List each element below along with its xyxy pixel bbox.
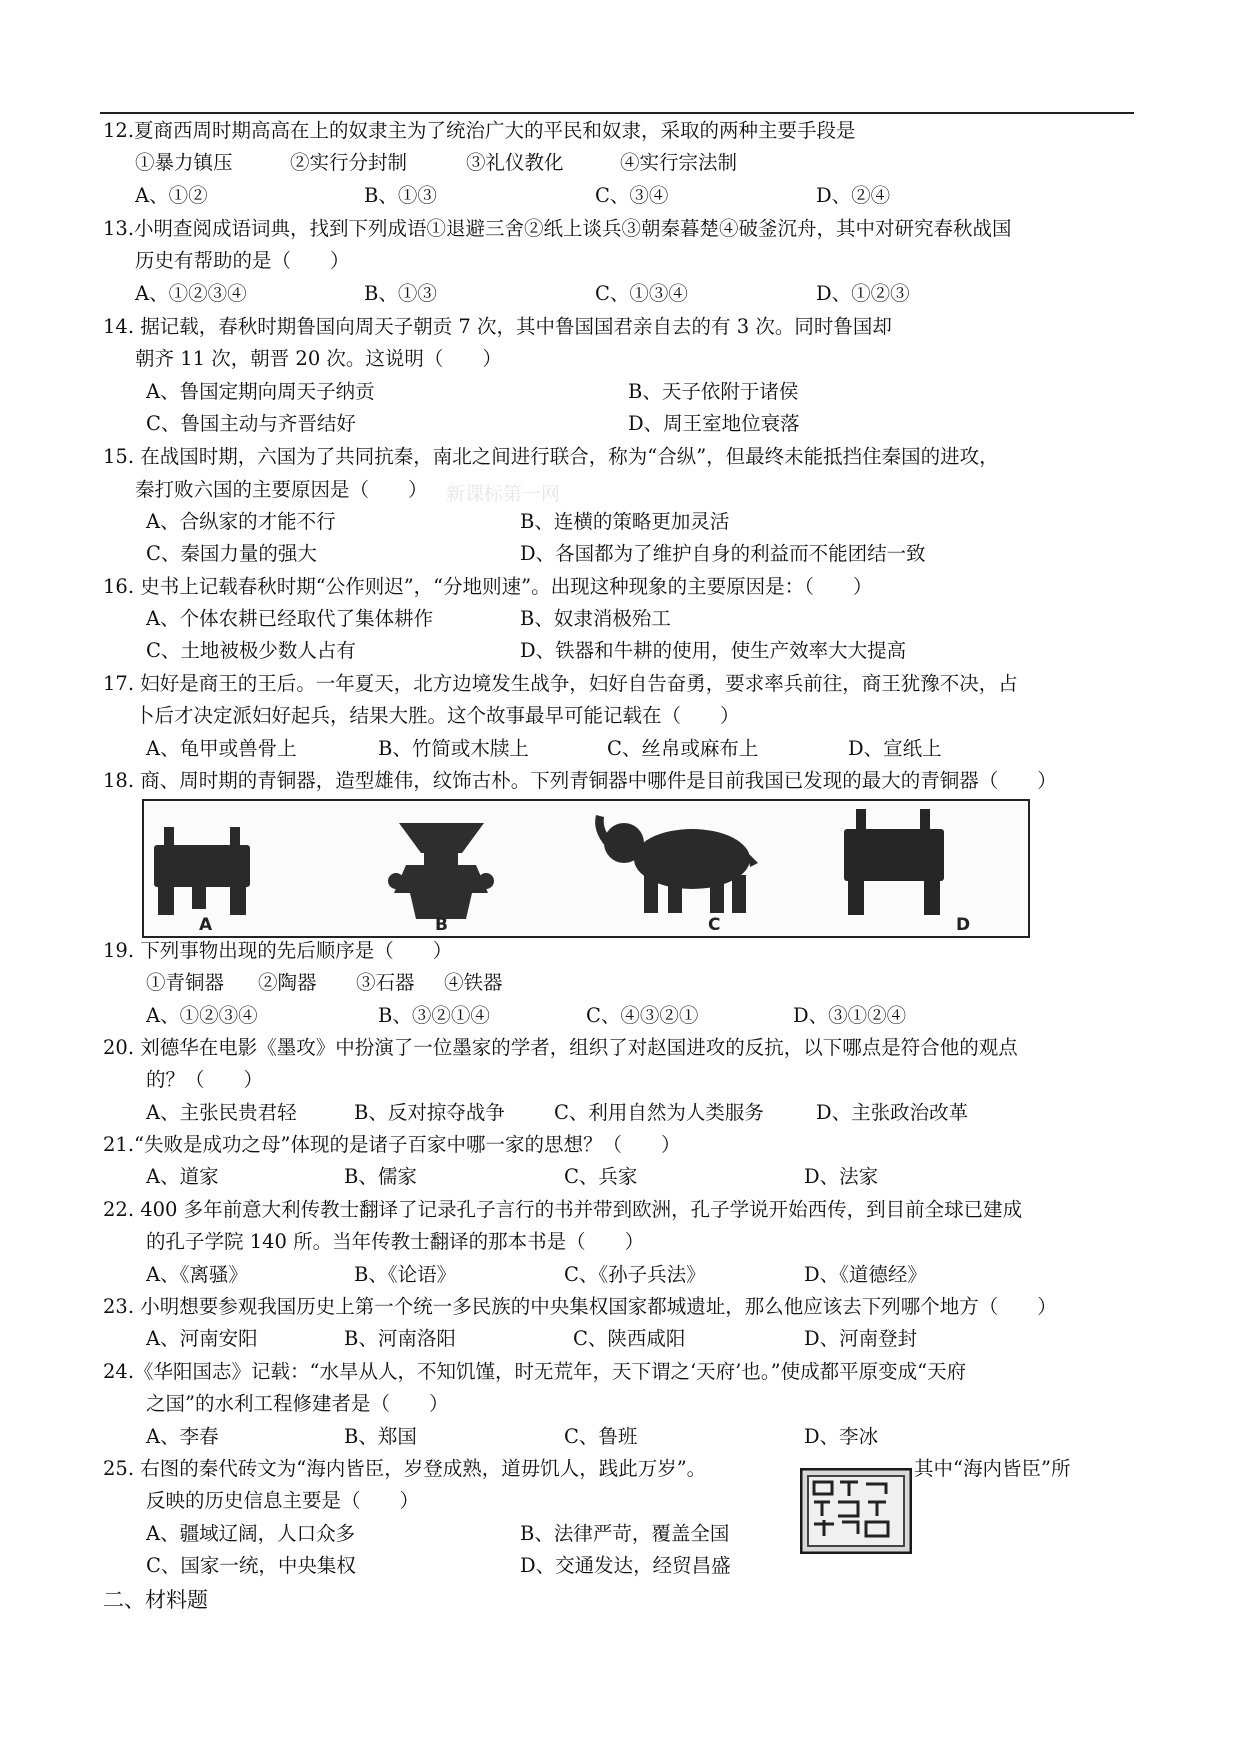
q24-option-a: A、李春 [146, 1425, 219, 1448]
q20-option-b: B、反对掠夺战争 [354, 1101, 505, 1124]
question-24-text-cont: 之国”的水利工程修建者是（ ） [146, 1392, 449, 1415]
question-15-text: 15. 在战国时期，六国为了共同抗秦，南北之间进行联合，称为“合纵”，但最终未能抵挡住秦国的进攻， [103, 445, 999, 468]
q22-option-a: A、《离骚》 [146, 1263, 248, 1286]
bronze-vessels-illustration [144, 801, 1028, 936]
q25-option-d: D、交通发达，经贸昌盛 [520, 1554, 731, 1577]
question-23-text: 23. 小明想要参观我国历史上第一个统一多民族的中央集权国家都城遗址，那么他应该去下列哪个地方（ ） [103, 1295, 1057, 1318]
q14-option-b: B、天子依附于诸侯 [628, 380, 799, 403]
q12-sub-4: ④实行宗法制 [620, 151, 738, 174]
q24-option-d: D、李冰 [804, 1425, 879, 1448]
q19-sub-1: ①青铜器 [146, 971, 225, 994]
q19-option-b: B、③②①④ [378, 1004, 490, 1027]
q14-option-a: A、鲁国定期向周天子纳贡 [146, 380, 375, 403]
question-13-text-cont: 历史有帮助的是（ ） [135, 249, 350, 272]
q23-option-a: A、河南安阳 [146, 1327, 258, 1350]
question-21-text: 21.“失败是成功之母”体现的是诸子百家中哪一家的思想？（ ） [103, 1133, 681, 1156]
q15-option-b: B、连横的策略更加灵活 [520, 510, 730, 533]
q19-sub-4: ④铁器 [444, 971, 503, 994]
q16-option-b: B、奴隶消极殆工 [520, 607, 671, 630]
q12-option-b: B、①③ [364, 184, 437, 207]
q23-option-d: D、河南登封 [804, 1327, 918, 1350]
question-25-text: 25. 右图的秦代砖文为“海内皆臣，岁登成熟，道毋饥人，践此万岁”。 [103, 1457, 707, 1480]
q17-option-b: B、竹简或木牍上 [378, 737, 529, 760]
question-22-text-cont: 的孔子学院 140 所。当年传教士翻译的那本书是（ ） [146, 1230, 645, 1253]
q25-option-b: B、法律严苛，覆盖全国 [520, 1522, 730, 1545]
bronze-vessel-a [154, 827, 250, 915]
q23-option-c: C、陕西咸阳 [573, 1327, 686, 1350]
q21-option-a: A、道家 [146, 1165, 219, 1188]
q13-option-c: C、①③④ [595, 282, 688, 305]
q12-option-a: A、①② [135, 184, 208, 207]
question-17-text-cont: 卜后才决定派妇好起兵，结果大胜。这个故事最早可能记载在（ ） [135, 704, 740, 727]
q13-option-d: D、①②③ [816, 282, 910, 305]
q19-option-d: D、③①②④ [793, 1004, 907, 1027]
q21-option-c: C、兵家 [564, 1165, 638, 1188]
q15-option-c: C、秦国力量的强大 [146, 542, 317, 565]
figure-label-a: A [199, 915, 213, 935]
q16-option-c: C、土地被极少数人占有 [146, 639, 356, 662]
header-rule [100, 112, 1134, 114]
q16-option-a: A、个体农耕已经取代了集体耕作 [146, 607, 434, 630]
q24-option-b: B、郑国 [344, 1425, 417, 1448]
question-18-text: 18. 商、周时期的青铜器，造型雄伟，纹饰古朴。下列青铜器中哪件是目前我国已发现的最大的青铜器（ ） [103, 769, 1057, 792]
bronze-vessel-d [844, 809, 944, 915]
question-14-text: 14. 据记载，春秋时期鲁国向周天子朝贡 7 次，其中鲁国国君亲自去的有 3 次。同时鲁国却 [103, 315, 892, 338]
q12-option-c: C、③④ [595, 184, 669, 207]
q22-option-d: D、《道德经》 [804, 1263, 927, 1286]
q12-sub-2: ②实行分封制 [290, 151, 408, 174]
q20-option-c: C、利用自然为人类服务 [554, 1101, 764, 1124]
q22-option-c: C、《孙子兵法》 [564, 1263, 706, 1286]
figure-label-c: C [708, 915, 721, 935]
question-25-text-cont: 反映的历史信息主要是（ ） [146, 1489, 420, 1512]
q13-option-b: B、①③ [364, 282, 437, 305]
q14-option-d: D、周王室地位衰落 [628, 412, 800, 435]
question-19-text: 19. 下列事物出现的先后顺序是（ ） [103, 939, 453, 962]
q16-option-d: D、铁器和牛耕的使用，使生产效率大大提高 [520, 639, 907, 662]
question-22-text: 22. 400 多年前意大利传教士翻译了记录孔子言行的书并带到欧洲，孔子学说开始西传，到目前全球已建成 [103, 1198, 1023, 1221]
q12-sub-1: ①暴力镇压 [135, 151, 233, 174]
q17-option-a: A、龟甲或兽骨上 [146, 737, 297, 760]
question-14-text-cont: 朝齐 11 次，朝晋 20 次。这说明（ ） [135, 347, 502, 370]
question-20-text-cont: 的？（ ） [146, 1068, 264, 1091]
question-25-text-tail: 其中“海内皆臣”所 [914, 1457, 1071, 1480]
bronze-figure-strip [142, 799, 1030, 938]
q25-option-a: A、疆域辽阔，人口众多 [146, 1522, 356, 1545]
watermark-text: 新课标第一网 [446, 483, 561, 505]
q19-sub-2: ②陶器 [258, 971, 317, 994]
question-16-text: 16. 史书上记载春秋时期“公作则迟”，“分地则速”。出现这种现象的主要原因是：（ ） [103, 575, 873, 598]
q14-option-c: C、鲁国主动与齐晋结好 [146, 412, 356, 435]
q19-option-c: C、④③②① [586, 1004, 699, 1027]
question-15-text-cont: 秦打败六国的主要原因是（ ） [135, 478, 428, 501]
bronze-vessel-c [595, 815, 758, 913]
q19-option-a: A、①②③④ [146, 1004, 258, 1027]
question-13-text: 13.小明查阅成语词典，找到下列成语①退避三舍②纸上谈兵③朝秦暮楚④破釜沉舟，其中对研究春秋战国 [103, 217, 1012, 240]
q20-option-a: A、主张民贵君轻 [146, 1101, 297, 1124]
q24-option-c: C、鲁班 [564, 1425, 638, 1448]
q15-option-a: A、合纵家的才能不行 [146, 510, 336, 533]
q25-option-c: C、国家一统，中央集权 [146, 1554, 356, 1577]
bronze-vessel-b [388, 823, 494, 919]
section-title-material: 二、材料题 [103, 1588, 208, 1612]
q19-sub-3: ③石器 [356, 971, 415, 994]
q13-option-a: A、①②③④ [135, 282, 247, 305]
q22-option-b: B、《论语》 [354, 1263, 457, 1286]
q23-option-b: B、河南洛阳 [344, 1327, 456, 1350]
qin-brick-inscription-image [800, 1468, 912, 1554]
q12-sub-3: ③礼仪教化 [466, 151, 564, 174]
question-20-text: 20. 刘德华在电影《墨攻》中扮演了一位墨家的学者，组织了对赵国进攻的反抗，以下哪点是符合他的观点 [103, 1036, 1018, 1059]
q20-option-d: D、主张政治改革 [816, 1101, 969, 1124]
question-12-text: 12.夏商西周时期高高在上的奴隶主为了统治广大的平民和奴隶，采取的两种主要手段是 [103, 119, 856, 142]
question-17-text: 17. 妇好是商王的王后。一年夏天，北方边境发生战争，妇好自告奋勇，要求率兵前往，商王犹豫不决，占 [103, 672, 1018, 695]
q21-option-b: B、儒家 [344, 1165, 417, 1188]
figure-label-b: B [435, 915, 448, 935]
q17-option-c: C、丝帛或麻布上 [607, 737, 759, 760]
q12-option-d: D、②④ [816, 184, 891, 207]
q17-option-d: D、宣纸上 [848, 737, 942, 760]
q21-option-d: D、法家 [804, 1165, 879, 1188]
question-24-text: 24.《华阳国志》记载：“水旱从人，不知饥馑，时无荒年，天下谓之‘天府’也。”使成都平原变成“天府 [103, 1360, 967, 1383]
q15-option-d: D、各国都为了维护自身的利益而不能团结一致 [520, 542, 926, 565]
figure-label-d: D [956, 915, 971, 935]
